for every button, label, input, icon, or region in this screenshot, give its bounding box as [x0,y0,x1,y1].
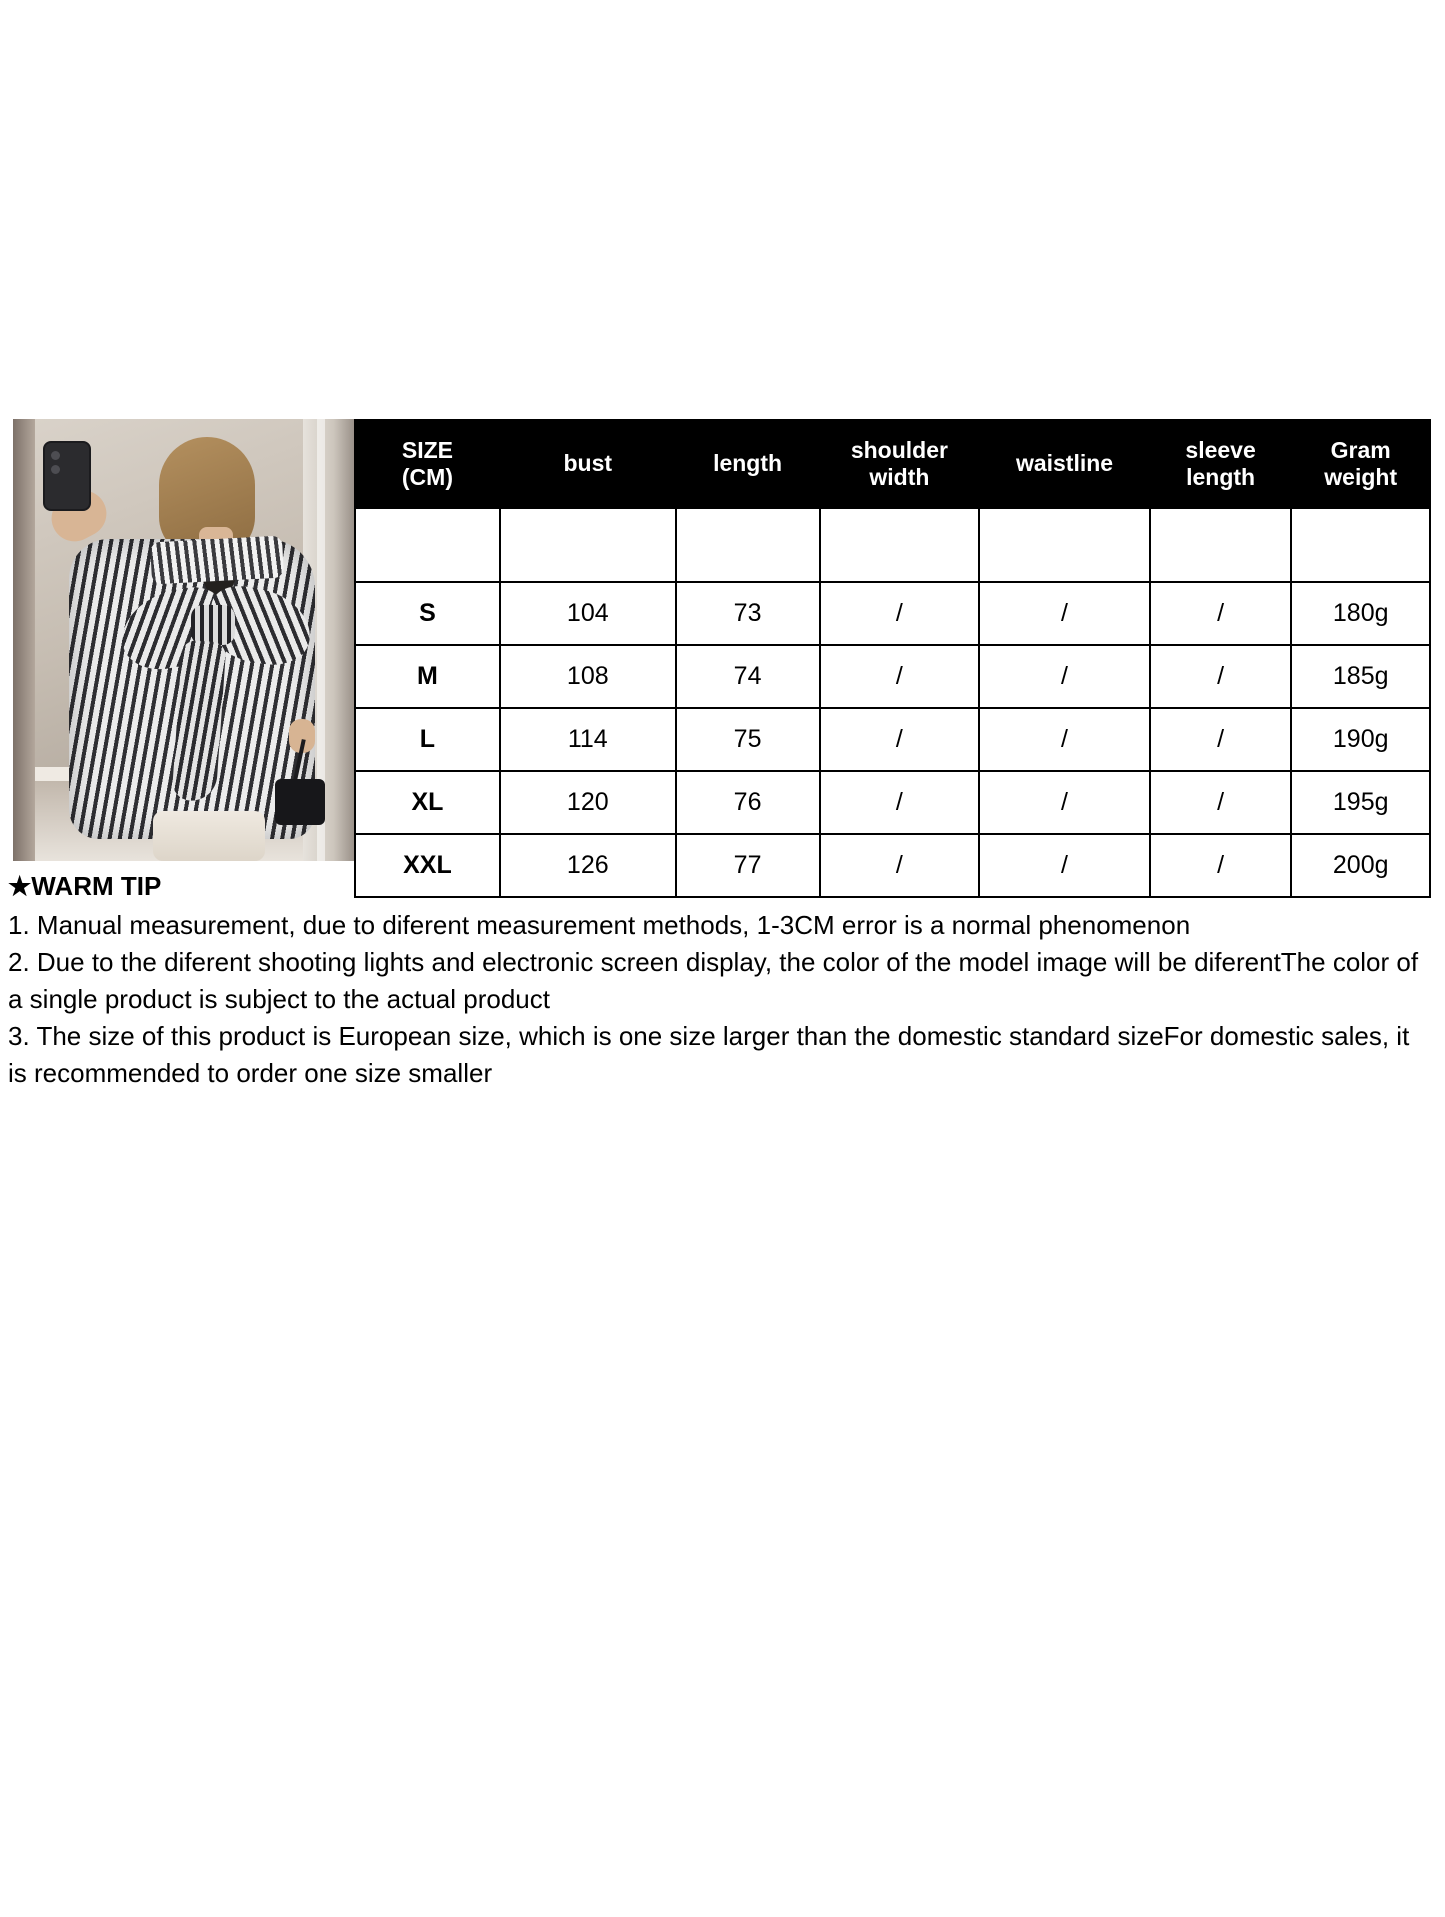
cell-size: S [355,582,500,645]
cell-bust: 104 [500,582,676,645]
header-bust-line1: bust [563,450,613,477]
cell-length: 73 [676,582,820,645]
warm-tip-line-3: 3. The size of this product is European size, which is one size larger than the domestic standard sizeFor domestic sales, it is recommended to order one size smaller [8,1020,1410,1088]
cell-size: XXL [355,834,500,897]
photo-left-wall [13,419,35,861]
header-gram-line1: Gram [1330,436,1391,463]
cell-size [355,508,500,582]
header-bust [500,420,676,508]
cell-waistline [979,508,1149,582]
size-table-body [355,508,1430,897]
cell-shoulder: / [820,645,980,708]
table-header-row [355,420,1430,508]
cell-waistline: / [979,582,1149,645]
table-row [355,582,1430,645]
header-waistline-line1: waistline [1015,450,1114,477]
cell-bust: 114 [500,708,676,771]
cell-gram: 185g [1291,645,1430,708]
phone-icon [43,441,91,511]
cell-sleeve: / [1150,645,1292,708]
cell-shoulder: / [820,708,980,771]
bow-knot [191,605,235,645]
cell-shoulder [820,508,980,582]
cell-waistline: / [979,645,1149,708]
cell-gram: 180g [1291,582,1430,645]
cell-length: 76 [676,771,820,834]
size-table [354,419,1431,898]
cell-sleeve: / [1150,708,1292,771]
size-chart-block [13,419,1431,898]
cell-gram [1291,508,1430,582]
product-photo [13,419,354,861]
cell-shoulder: / [820,771,980,834]
cell-size: M [355,645,500,708]
cell-bust: 126 [500,834,676,897]
cell-size: L [355,708,500,771]
header-gram-weight [1291,420,1430,508]
cell-sleeve: / [1150,834,1292,897]
header-sleeve-length [1150,420,1292,508]
header-length [676,420,820,508]
photo-and-table-row [13,419,1431,898]
cell-shoulder: / [820,834,980,897]
cell-size: XL [355,771,500,834]
cell-length [676,508,820,582]
cell-sleeve: / [1150,582,1292,645]
header-gram-line2: weight [1324,464,1398,490]
header-size [355,420,500,508]
header-sleeve-line2: length [1186,464,1256,490]
cell-length: 74 [676,645,820,708]
cell-sleeve: / [1150,771,1292,834]
header-size-line1: SIZE [401,436,453,463]
warm-tip-title: ★WARM TIP [8,871,162,901]
header-waistline [979,420,1149,508]
header-shoulder-line2: width [869,464,930,490]
size-table-head [355,420,1430,508]
cell-bust: 120 [500,771,676,834]
table-row [355,645,1430,708]
cell-waistline: / [979,771,1149,834]
handbag [275,779,325,825]
cell-bust [500,508,676,582]
header-shoulder-line1: shoulder [850,436,948,463]
cell-sleeve [1150,508,1292,582]
cell-gram: 200g [1291,834,1430,897]
cell-waistline: / [979,708,1149,771]
cell-length: 75 [676,708,820,771]
model-pants [153,811,265,861]
cell-gram: 195g [1291,771,1430,834]
warm-tip-line-2: 2. Due to the diferent shooting lights and electronic screen display, the color of the model image will be diferentThe color of a single product is subject to the actual product [8,946,1419,1014]
cell-waistline: / [979,834,1149,897]
cell-length: 77 [676,834,820,897]
header-sleeve-line1: sleeve [1185,436,1256,463]
warm-tip-block [8,868,1432,1091]
cell-bust: 108 [500,645,676,708]
header-shoulder-width [820,420,980,508]
warm-tip-line-1: 1. Manual measurement, due to diferent measurement methods, 1-3CM error is a normal phenomenon [8,909,1191,940]
table-row [355,708,1430,771]
table-row [355,771,1430,834]
header-size-line2: (CM) [401,464,453,490]
shirt-collar [150,536,284,585]
table-row [355,508,1430,582]
header-length-line1: length [713,450,783,477]
cell-gram: 190g [1291,708,1430,771]
cell-shoulder: / [820,582,980,645]
